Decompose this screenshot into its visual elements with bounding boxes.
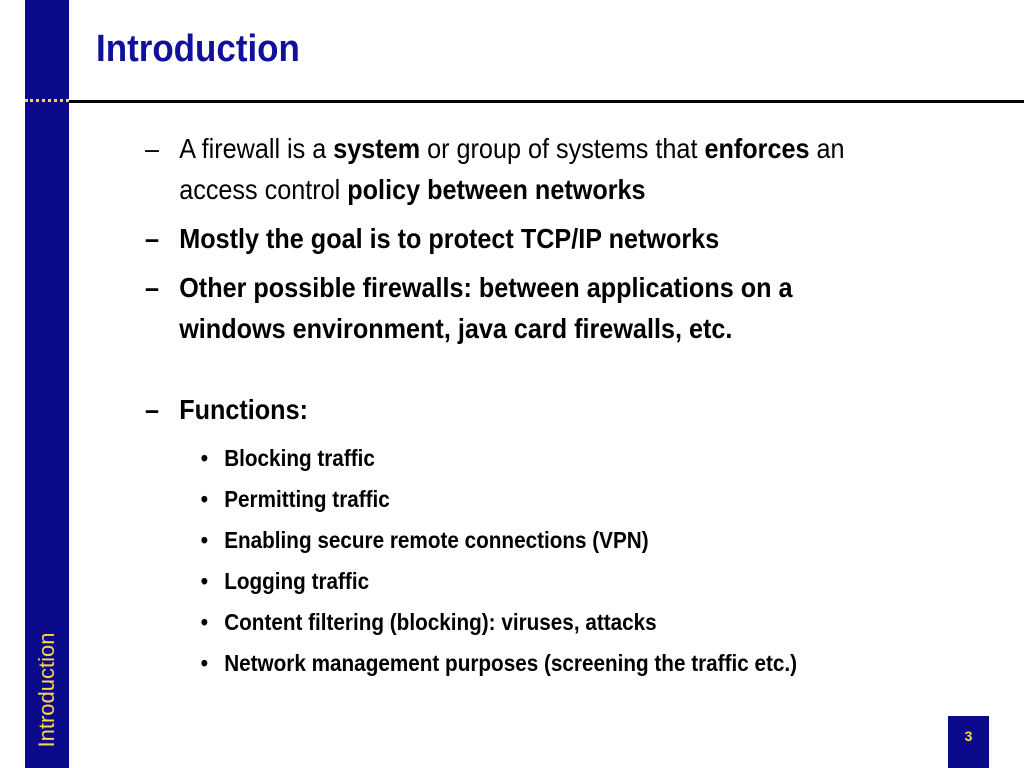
bullet-dot: • [200,445,209,471]
bullet-goal [145,218,865,259]
function-item [145,602,865,643]
dash-marker: – [145,272,160,303]
dash-marker: – [145,223,160,254]
bullet-dot: • [200,609,209,635]
function-text: Logging traffic [224,568,370,594]
function-text: Permitting traffic [224,486,390,512]
bullet-text: Other possible firewalls: between applications on a windows environment, java card firewalls, etc. [179,272,793,344]
bullet-other-firewalls [145,267,865,349]
text-segment-bold: policy between networks [347,174,646,205]
bullet-text: Mostly the goal is to protect TCP/IP networks [179,223,720,254]
function-text: Network management purposes (screening the traffic etc.) [224,650,798,676]
page-number: 3 [964,728,973,744]
bullet-definition [145,128,865,210]
bullet-dot: • [200,650,209,676]
page-number-box [948,716,989,768]
bullet-dot: • [200,568,209,594]
function-item [145,561,865,602]
sidebar-dotted-line [25,99,69,102]
function-item [145,643,865,684]
bullet-functions [145,389,865,430]
title-divider [69,100,1024,103]
text-segment: A firewall is a [179,133,334,164]
bullet-dot: • [200,486,209,512]
text-segment-bold: enforces [704,133,810,164]
text-segment: or group of systems that [420,133,705,164]
slide-title: Introduction [96,28,300,70]
sidebar-section-label: Introduction [34,632,59,748]
dash-marker: – [145,133,160,164]
function-text: Blocking traffic [224,445,375,471]
text-segment: an access control [179,133,845,205]
function-item [145,479,865,520]
dash-marker: – [145,394,160,425]
function-text: Content filtering (blocking): viruses, attacks [224,609,657,635]
slide-body [145,128,865,684]
text-segment-bold: system [333,133,421,164]
bullet-text: Functions: [179,394,308,425]
function-item [145,438,865,479]
function-item [145,520,865,561]
bullet-dot: • [200,527,209,553]
function-text: Enabling secure remote connections (VPN) [224,527,649,553]
